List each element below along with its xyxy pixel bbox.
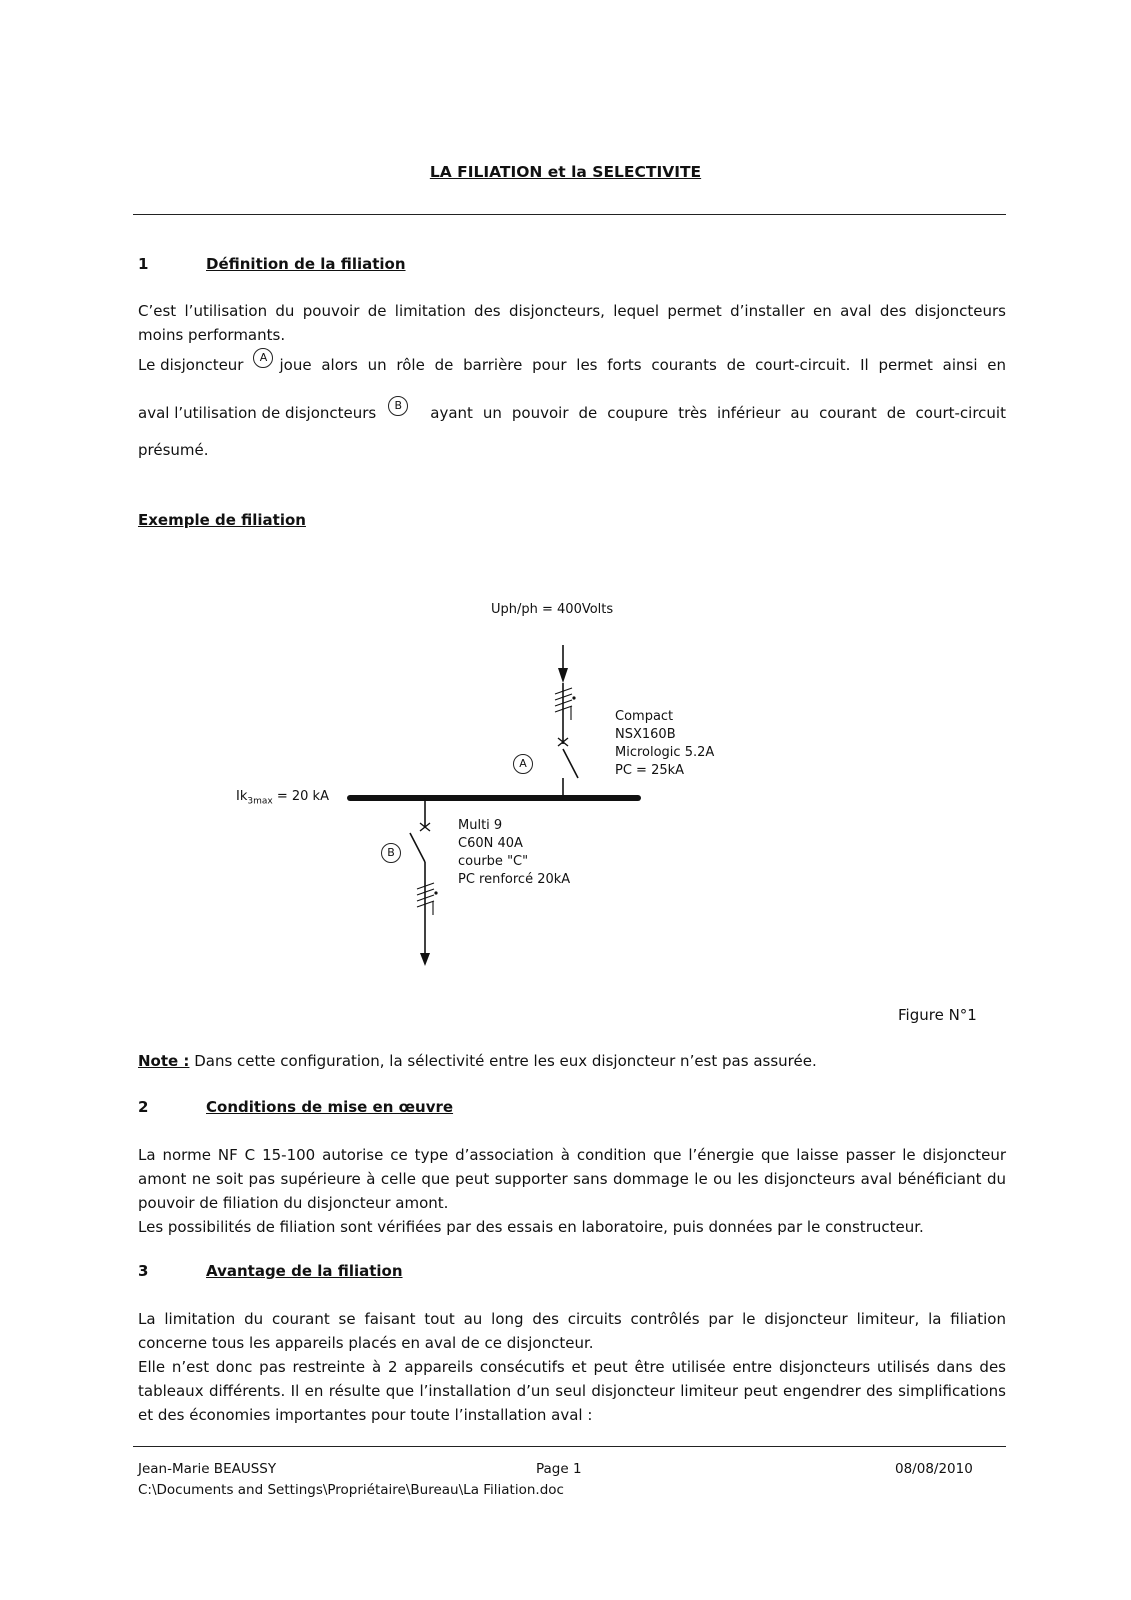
neutral-dot-b [434,891,437,894]
breaker-a-spec [615,708,714,780]
section-2-number: 2 [138,1098,149,1116]
footer-author: Jean-Marie BEAUSSY [138,1461,277,1477]
footer-rule [133,1446,1006,1447]
ik-symbol: Ik [236,789,248,804]
breaker-b-contact [410,833,425,862]
s1-line-3-start: Le disjoncteur [138,356,244,374]
s1-line-2: moins performants. [138,326,286,344]
breaker-a-spec-line: Micrologic 5.2A [615,745,715,760]
neutral-dot-a [572,696,575,699]
ik-value: = 20 kA [276,789,329,804]
section-3-paragraph [138,1307,1006,1427]
s1-line-3-end: joue alors un rôle de barrière pour les forts courants de court-circuit. Il permet ainsi en [279,356,1006,374]
breaker-b-spec-line: Multi 9 [458,818,503,833]
breaker-b-spec-line: courbe "C" [458,854,529,869]
breaker-a-spec-line: NSX160B [615,727,676,742]
section-3-title: Avantage de la filiation [206,1262,403,1280]
load-arrow [420,953,430,966]
footer-date: 08/08/2010 [895,1461,973,1477]
section-2-title: Conditions de mise en œuvre [206,1098,454,1116]
supply-arrow [558,668,568,683]
breaker-a-badge: A [253,348,273,368]
section-2-heading [138,1098,453,1116]
breaker-b-spec-line: C60N 40A [458,836,523,851]
s1-line-5: présumé. [138,441,209,459]
breaker-b-badge: B [388,396,408,416]
ik-subscript: 3max [247,796,273,807]
note [138,1049,817,1073]
s1-line-4-start: aval l’utilisation de disjoncteurs [138,404,377,422]
note-label: Note : [138,1052,190,1070]
section-3-heading [138,1262,403,1280]
breaker-b-spec [458,817,570,889]
s3-paragraph-1: La limitation du courant se faisant tout au long des circuits contrôlés par le disjoncteur limiteur, la filiation concerne tous les appareils placés en aval de ce disjoncteur. [138,1310,1006,1352]
breaker-a-spec-line: PC = 25kA [615,763,685,778]
section-3-number: 3 [138,1262,149,1280]
s1-line-4-end: ayant un pouvoir de coupure très inférieur au courant de court-circuit [430,404,1006,422]
diagram-badge-a: A [513,754,533,774]
diagram-badge-b: B [381,843,401,863]
page-title: LA FILIATION et la SELECTIVITE [429,163,702,181]
breaker-a-spec-line: Compact [615,709,674,724]
breaker-b-spec-line: PC renforcé 20kA [458,872,571,887]
ik-label [236,788,329,811]
section-1-number: 1 [138,255,149,273]
voltage-label: Uph/ph = 400Volts [491,602,614,617]
s1-line-1: C’est l’utilisation du pouvoir de limitation des disjoncteurs, lequel permet d’installer en aval des disjoncteurs [138,302,1006,320]
figure-caption: Figure N°1 [898,1006,977,1024]
footer-path: C:\Documents and Settings\Propriétaire\Bureau\La Filiation.doc [138,1482,564,1498]
section-1-title: Définition de la filiation [206,255,406,273]
s3-paragraph-2: Elle n’est donc pas restreinte à 2 appareils consécutifs et peut être utilisée entre disjoncteurs utilisés dans des tableaux différents. Il en résulte que l’installation d’un seul disjoncteur limiteur peut engendrer des simplifications et des économies importantes pour toute l’installation aval : [138,1358,1006,1424]
section-2-paragraph [138,1143,1006,1239]
breaker-a-contact [563,749,578,778]
s2-paragraph-1: La norme NF C 15-100 autorise ce type d’association à condition que l’énergie que laisse passer le disjoncteur amont ne soit pas supérieure à celle que peut supporter sans dommage le ou les disjoncteurs aval bénéficiant du pouvoir de filiation du disjoncteur amont. [138,1146,1006,1212]
s2-paragraph-2: Les possibilités de filiation sont vérifiées par des essais en laboratoire, puis données par le constructeur. [138,1218,924,1236]
footer-page: Page 1 [536,1461,582,1477]
note-text: Dans cette configuration, la sélectivité entre les eux disjoncteur n’est pas assurée. [189,1052,817,1070]
example-heading: Exemple de filiation [138,511,306,529]
